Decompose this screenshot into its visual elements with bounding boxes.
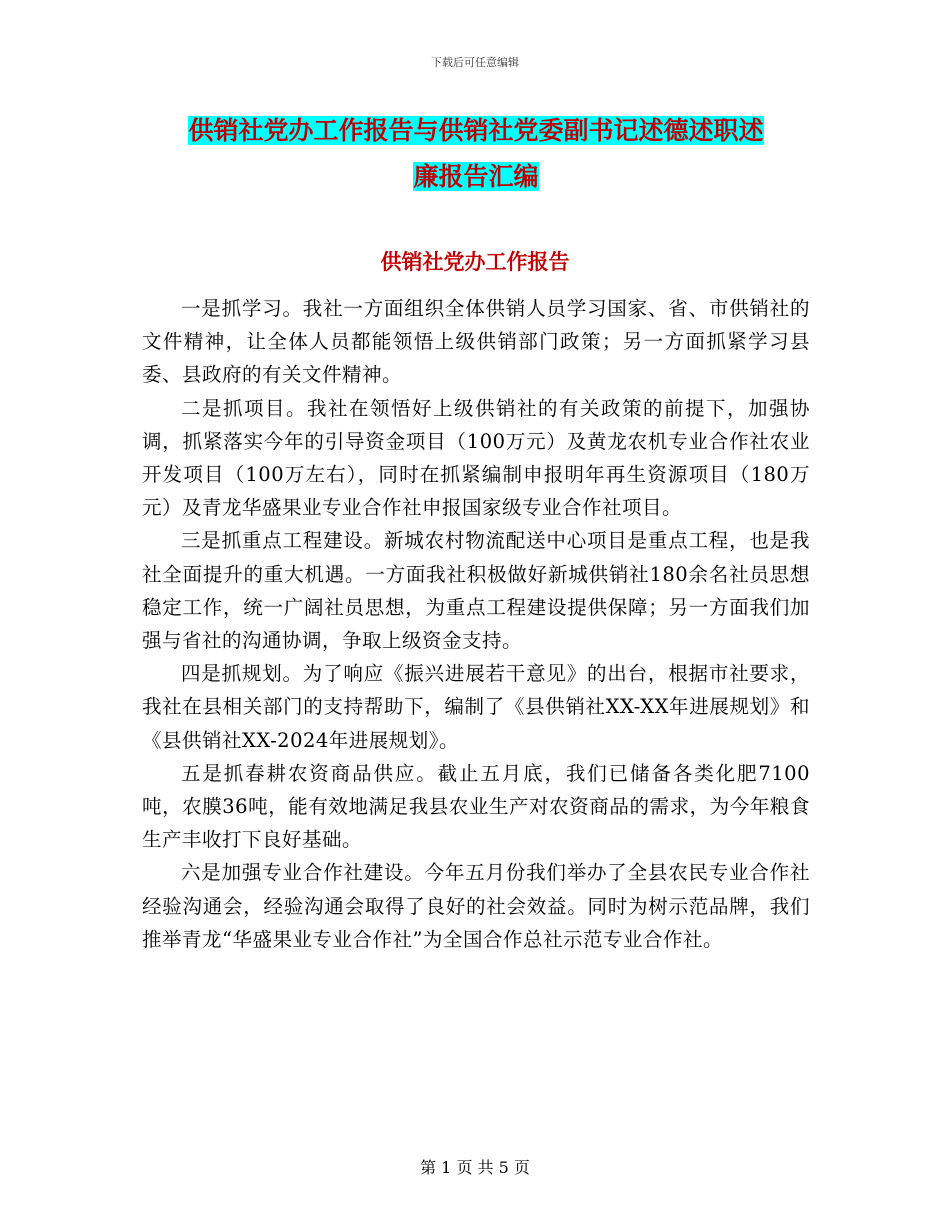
paragraph: 一是抓学习。我社一方面组织全体供销人员学习国家、省、市供销社的文件精神，让全体人员都能领悟上级供销部门政策；另一方面抓紧学习县委、县政府的有关文件精神。 [142,297,810,387]
page-number-footer: 第 1 页 共 5 页 [420,1158,530,1177]
section-title: 供销社党办工作报告 [380,249,570,274]
document-body [142,292,810,956]
paragraph: 六是加强专业合作社建设。今年五月份我们举办了全县农民专业合作社经验沟通会，经验沟通会取得了良好的社会效益。同时为树示范品牌，我们推举青龙“华盛果业专业合作社”为全国合作总社示范专业合作社。 [142,861,810,951]
paragraph: 五是抓春耕农资商品供应。截止五月底，我们已储备各类化肥7100吨，农膜36吨，能有效地满足我县农业生产对农资商品的需求，为今年粮食生产丰收打下良好基础。 [142,761,810,852]
paragraph: 四是抓规划。为了响应《振兴进展若干意见》的出台，根据市社要求，我社在县相关部门的支持帮助下，编制了《县供销社XX-XX年进展规划》和《县供销社XX-2024年进展规划》。 [142,662,810,752]
document-title [140,108,812,200]
header-note: 下载后可任意编辑 [431,56,519,69]
document-title-line1: 供销社党办工作报告与供销社党委副书记述德述职述 [188,116,764,145]
document-title-line2: 廉报告汇编 [413,162,539,191]
paragraph: 三是抓重点工程建设。新城农村物流配送中心项目是重点工程，也是我社全面提升的重大机遇。一方面我社积极做好新城供销社180余名社员思想稳定工作，统一广阔社员思想，为重点工程建设提供保障；另一方面我们加强与省社的沟通协调，争取上级资金支持。 [142,529,810,653]
paragraph: 二是抓项目。我社在领悟好上级供销社的有关政策的前提下，加强协调，抓紧落实今年的引导资金项目（100万元）及黄龙农机专业合作社农业开发项目（100万左右），同时在抓紧编制申报明年再生资源项目（180万元）及青龙华盛果业专业合作社申报国家级专业合作社项目。 [142,396,810,520]
